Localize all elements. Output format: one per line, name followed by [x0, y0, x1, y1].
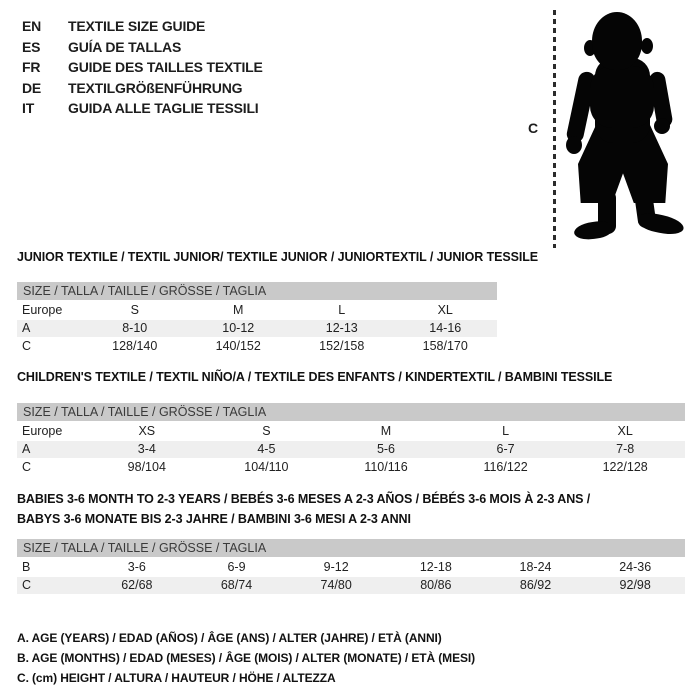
table-cell: 5-6: [376, 442, 396, 456]
table-cell: 104/110: [244, 460, 289, 474]
height-measure-dotted-line: [553, 10, 556, 248]
table-cell: 7-8: [616, 442, 635, 456]
table-cell: 80/86: [420, 578, 452, 592]
table-cell: 6-9: [227, 560, 246, 574]
table-row: [17, 559, 685, 576]
table-cell: L: [502, 424, 510, 438]
table-cell: 110/116: [364, 460, 408, 474]
size-header-bar: SIZE / TALLA / TAILLE / GRÖSSE / TAGLIA: [17, 282, 497, 300]
table-cell: 68/74: [220, 578, 253, 592]
section-title-children: CHILDREN'S TEXTILE / TEXTIL NIÑO/A / TEXTILE DES ENFANTS / KINDERTEXTIL / BAMBINI TESSILE: [17, 370, 613, 384]
table-cell: 122/128: [602, 460, 648, 474]
table-cell: 6-7: [496, 442, 515, 456]
table-cell: 128/140: [112, 339, 158, 353]
language-code: ES: [22, 38, 41, 55]
row-label: A: [22, 321, 31, 335]
language-title: GUIDA ALLE TAGLIE TESSILI: [68, 100, 259, 116]
table-row: [17, 423, 685, 440]
language-title-block: [22, 16, 263, 119]
table-cell: 9-12: [323, 560, 349, 574]
language-row: [22, 78, 263, 99]
table-cell: S: [130, 303, 139, 317]
table-cell: 24-36: [619, 560, 652, 574]
table-cell: 152/158: [319, 339, 365, 353]
language-code: DE: [22, 79, 42, 96]
language-row: [22, 16, 263, 37]
silhouette-shoulders: [590, 66, 654, 128]
note-age-months: B. AGE (MONTHS) / EDAD (MESES) / ÂGE (MOIS) / ALTER (MONATE) / ETÀ (MESI): [17, 651, 476, 665]
measure-c-label: C: [528, 120, 539, 136]
row-label: Europe: [22, 424, 63, 438]
table-cell: 14-16: [429, 321, 462, 335]
row-label: B: [22, 560, 31, 574]
table-row: [17, 577, 685, 594]
silhouette-head: [592, 12, 642, 70]
table-cell: 74/80: [320, 578, 352, 592]
silhouette-left-foot: [573, 219, 613, 241]
silhouette-right-ear: [641, 38, 653, 54]
note-age-years: A. AGE (YEARS) / EDAD (AÑOS) / ÂGE (ANS) / ALTER (JAHRE) / ETÀ (ANNI): [17, 631, 442, 645]
table-cell: XS: [138, 424, 156, 438]
table-row: [17, 338, 497, 355]
table-cell: S: [262, 424, 271, 438]
language-row: [22, 37, 263, 58]
junior-textile-section: [17, 250, 685, 356]
table-cell: 12-13: [325, 321, 358, 335]
language-row: [22, 57, 263, 78]
table-cell: XL: [617, 424, 633, 438]
table-cell: L: [338, 303, 346, 317]
section-title-babies-line2: BABYS 3-6 MONATE BIS 2-3 JAHRE / BAMBINI 3-6 MESI A 2-3 ANNI: [17, 512, 411, 526]
children-textile-section: [17, 370, 685, 477]
language-code: IT: [22, 100, 35, 116]
table-row: [17, 320, 497, 337]
language-code: EN: [22, 18, 42, 34]
note-height-cm: C. (cm) HEIGHT / ALTURA / HAUTEUR / HÖHE / ALTEZZA: [17, 671, 336, 685]
silhouette-right-hand: [654, 118, 670, 134]
babies-textile-section: [17, 492, 685, 595]
table-cell: 3-6: [127, 560, 146, 574]
section-title-junior: JUNIOR TEXTILE / TEXTIL JUNIOR/ TEXTILE JUNIOR / JUNIORTEXTIL / JUNIOR TESSILE: [17, 250, 538, 264]
table-cell: 62/68: [121, 578, 153, 592]
language-title: GUIDE DES TAILLES TEXTILE: [68, 59, 263, 75]
language-row: [22, 98, 263, 119]
table-cell: 98/104: [127, 460, 166, 474]
row-label: Europe: [22, 303, 63, 317]
table-cell: M: [233, 303, 244, 317]
table-cell: 92/98: [619, 578, 651, 592]
table-cell: 116/122: [483, 460, 528, 474]
silhouette-left-hand: [566, 136, 582, 154]
language-title: TEXTILE SIZE GUIDE: [68, 18, 206, 34]
table-cell: 86/92: [519, 578, 552, 592]
table-cell: 4-5: [257, 442, 276, 456]
size-header-bar: SIZE / TALLA / TAILLE / GRÖSSE / TAGLIA: [17, 539, 685, 557]
table-cell: 18-24: [519, 560, 552, 574]
footnotes: [17, 628, 475, 688]
table-cell: 140/152: [215, 339, 261, 353]
language-title: GUÍA DE TALLAS: [68, 38, 182, 55]
row-label: C: [22, 578, 32, 592]
row-label: C: [22, 339, 32, 353]
table-cell: 8-10: [122, 321, 148, 335]
table-cell: 158/170: [422, 339, 468, 353]
row-label: A: [22, 442, 31, 456]
table-cell: 3-4: [137, 442, 156, 456]
table-row: [17, 302, 497, 319]
table-cell: XL: [437, 303, 453, 317]
toddler-silhouette: [560, 8, 696, 244]
table-row: [17, 441, 685, 458]
language-title: TEXTILGRÖßENFÜHRUNG: [68, 79, 243, 96]
table-row: [17, 459, 685, 476]
table-cell: 12-18: [419, 560, 452, 574]
size-header-bar: SIZE / TALLA / TAILLE / GRÖSSE / TAGLIA: [17, 403, 685, 421]
children-size-table: [17, 423, 685, 476]
silhouette-right-foot: [637, 210, 686, 237]
babies-size-table: [17, 559, 685, 594]
table-cell: 10-12: [222, 321, 255, 335]
junior-size-table: [17, 302, 685, 355]
section-title-babies-line1: BABIES 3-6 MONTH TO 2-3 YEARS / BEBÉS 3-6 MESES A 2-3 AÑOS / BÉBÉS 3-6 MOIS À 2-3 ANS /: [17, 492, 591, 506]
row-label: C: [22, 460, 32, 474]
language-code: FR: [22, 59, 41, 75]
table-cell: M: [380, 424, 392, 438]
